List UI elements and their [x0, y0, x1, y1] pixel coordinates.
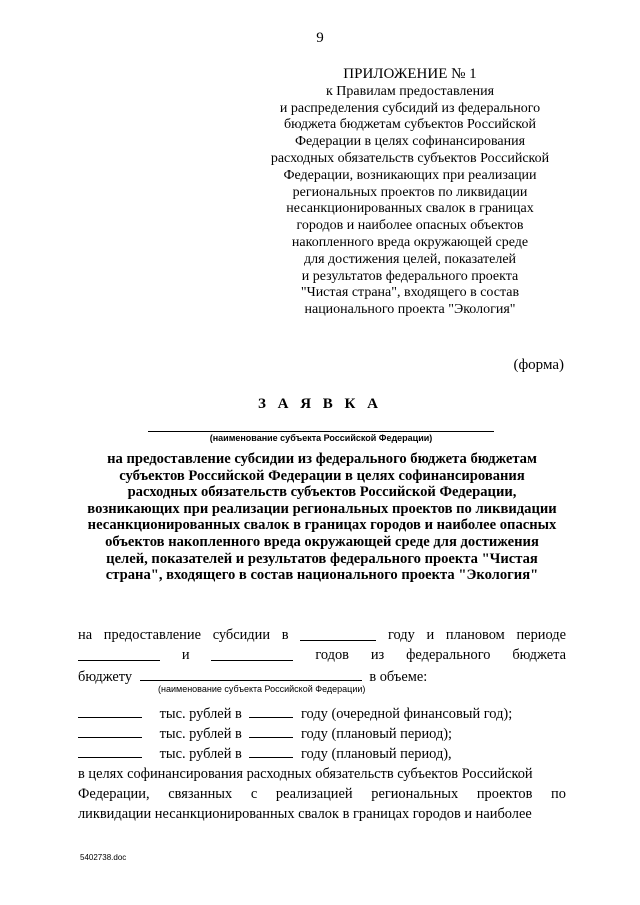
subject-name-caption: (наименование субъекта Российской Федерации): [209, 433, 433, 443]
file-name-footer: 5402738.doc: [80, 853, 127, 862]
appendix-line: Федерации в целях софинансирования: [294, 134, 526, 150]
title-line: целей, показателей и результатов федерального проекта "Чистая: [106, 550, 538, 567]
plan-year-1-blank[interactable]: [78, 647, 160, 661]
appendix-line: "Чистая страна", входящего в состав: [300, 285, 520, 301]
amount-blank[interactable]: [78, 704, 142, 718]
application-title: [84, 451, 560, 584]
body-line-2: [78, 647, 566, 664]
subject-budget-blank[interactable]: [140, 667, 362, 681]
amount-line: [78, 704, 566, 723]
word: году: [387, 627, 415, 643]
word: в: [281, 627, 289, 643]
amount-blank[interactable]: [78, 744, 142, 758]
amount-year-blank[interactable]: [249, 704, 293, 718]
word: на: [78, 627, 93, 643]
amount-year-blank[interactable]: [249, 744, 293, 758]
word: в объеме:: [369, 669, 428, 685]
paragraph-line: ликвидации несанкционированных свалок в границах городов и наиболее: [78, 806, 532, 822]
title-line: расходных обязательств субъектов Российской Федерации,: [127, 484, 517, 501]
word: региональных: [371, 786, 459, 802]
title-line: несанкционированных свалок в границах городов и наиболее опасных: [87, 517, 557, 534]
word: предоставление: [103, 627, 201, 643]
word: реализацией: [275, 786, 353, 802]
word: Федерации,: [78, 786, 150, 802]
amount-unit: тыс. рублей в: [159, 726, 242, 742]
appendix-line: и результатов федерального проекта: [301, 268, 519, 284]
word: по: [551, 786, 566, 802]
title-line: возникающих при реализации региональных проектов по ликвидации: [87, 500, 557, 517]
page-number: 9: [316, 30, 324, 46]
appendix-line: бюджета бюджетам субъектов Российской: [284, 117, 536, 133]
appendix-line: и распределения субсидий из федерального: [279, 100, 541, 116]
paragraph-line: в целях софинансирования расходных обязательств субъектов Российской: [78, 766, 533, 782]
appendix-line: к Правилам предоставления: [325, 83, 495, 99]
document-heading: З А Я В К А: [257, 396, 383, 412]
word: и: [181, 647, 190, 663]
amount-year-text: году (плановый период),: [301, 746, 452, 762]
word: из: [370, 647, 385, 663]
appendix-line: расходных обязательств субъектов Российской: [270, 150, 550, 166]
word: с: [250, 786, 258, 802]
amount-unit: тыс. рублей в: [159, 746, 242, 762]
amount-year-text: году (плановый период);: [301, 726, 453, 742]
appendix-header: [250, 66, 570, 319]
word: периоде: [516, 627, 566, 643]
appendix-line: Федерации, возникающих при реализации: [283, 167, 537, 183]
title-line: страна", входящего в состав национального проекта "Экология": [105, 567, 539, 584]
amount-year-text: году (очередной финансовый год);: [301, 706, 513, 722]
word: федерального: [406, 647, 491, 663]
body-line-1: [78, 627, 566, 644]
title-line: субъектов Российской Федерации в целях софинансирования: [119, 467, 525, 484]
appendix-line: региональных проектов по ликвидации: [292, 184, 528, 200]
year-blank[interactable]: [300, 627, 376, 641]
word: бюджету: [78, 669, 133, 685]
amount-year-blank[interactable]: [249, 724, 293, 738]
amount-line: [78, 744, 566, 763]
title-line: объектов накопленного вреда окружающей среде для достижения: [105, 533, 539, 550]
amount-line: [78, 724, 566, 743]
amount-unit: тыс. рублей в: [159, 706, 242, 722]
word: проектов: [476, 786, 533, 802]
appendix-line: для достижения целей, показателей: [303, 251, 517, 267]
word: плановом: [445, 627, 505, 643]
plan-year-2-blank[interactable]: [211, 647, 293, 661]
appendix-title: ПРИЛОЖЕНИЕ № 1: [343, 66, 477, 82]
form-label: (форма): [513, 357, 564, 373]
title-line: на предоставление субсидии из федерального бюджета бюджетам: [107, 451, 537, 467]
appendix-line: несанкционированных свалок в границах: [286, 201, 534, 217]
word: и: [426, 627, 435, 643]
subject-name-field[interactable]: [148, 431, 494, 432]
word: бюджета: [512, 647, 566, 663]
word: годов: [315, 647, 349, 663]
paragraph-line: [78, 786, 566, 803]
appendix-line: национального проекта "Экология": [304, 302, 516, 318]
word: связанных: [168, 786, 233, 802]
budget-caption: (наименование субъекта Российской Федерации): [158, 684, 366, 694]
word: субсидии: [212, 627, 271, 643]
amount-blank[interactable]: [78, 724, 142, 738]
appendix-line: накопленного вреда окружающей среде: [291, 234, 529, 250]
appendix-line: городов и наиболее опасных объектов: [296, 218, 524, 234]
